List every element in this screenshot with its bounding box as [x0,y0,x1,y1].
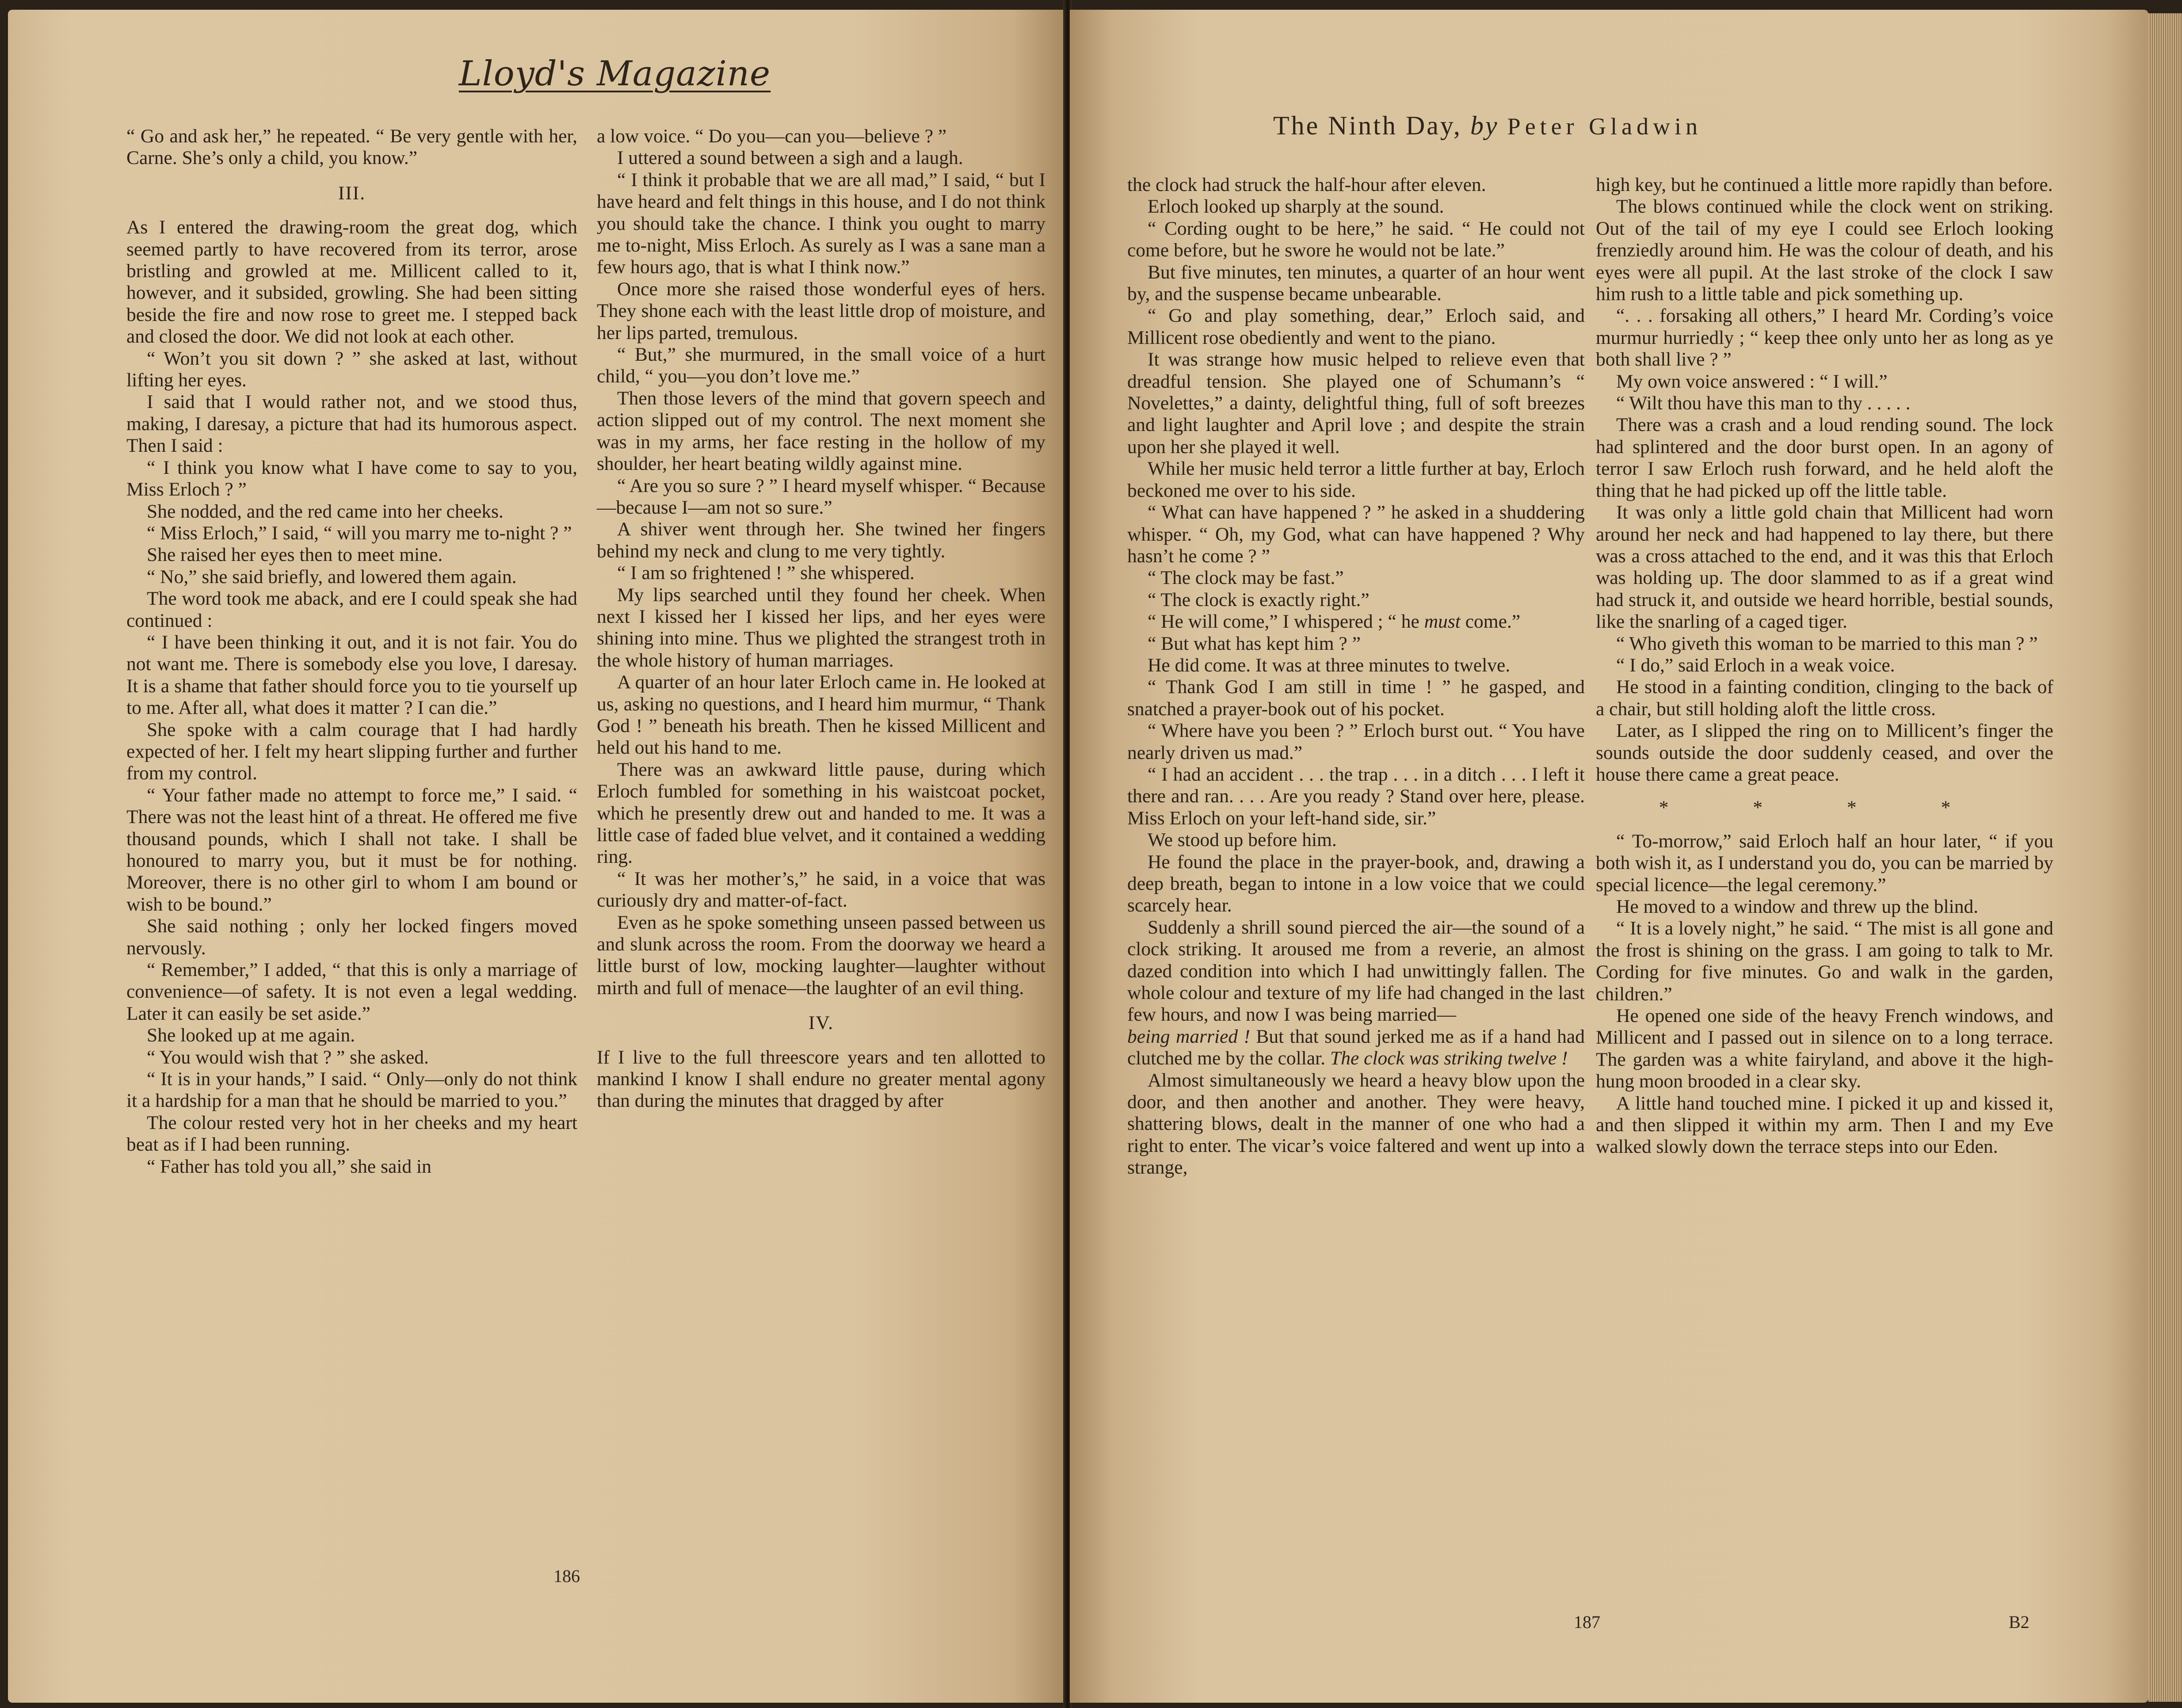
paragraph: “ I am so frightened ! ” she whispered. [617,562,915,584]
paragraph: Even as he spoke something unseen passed between us and slunk across the room. From the doorway we heard a little burst of low, mocking laughter—laughter without mirth and full of menace—the laughter of an evil thing. [597,911,1045,999]
paragraph: My lips searched until they found her cheek. When next I kissed her I kissed her lips, and her eyes were shining into mine. Thus we plighted the strangest troth in the whole history of human marriages. [597,584,1045,671]
paragraph: He opened one side of the heavy French windows, and Millicent and I passed out in silence on to a long terrace. The garden was a white fairyland, and above it the high-hung moon brooded in a clear sky. [1596,1005,2053,1092]
section-break: * * * * [1659,797,1991,819]
paragraph: A shiver went through her. She twined her fingers behind my neck and clung to me very tightly. [597,518,1045,562]
paragraph: “ To-morrow,” said Erloch half an hour later, “ if you both wish it, as I understand you do, you can be married by special licence—the legal ceremony.” [1596,830,2053,896]
paragraph: a low voice. “ Do you—can you—believe ? ” [597,126,947,147]
page-number-left: 186 [553,1566,580,1586]
paragraph: “ Thank God I am still in time ! ” he gasped, and snatched a prayer-book out of his pocket. [1127,676,1585,720]
paragraph: “ Go and ask her,” he repeated. “ Be very gentle with her, Carne. She’s only a child, you know.” [126,126,577,169]
paragraph: “ Remember,” I added, “ that this is only a marriage of convenience—of safety. It is not even a legal wedding. Later it can easily be set aside.” [126,959,577,1024]
paragraph: If I live to the full threescore years and ten allotted to mankind I know I shall endure no greater mental agony than during the minutes that dragged by after [597,1046,1045,1112]
paragraph: “ Go and play something, dear,” Erloch said, and Millicent rose obediently and went to the piano. [1127,305,1585,348]
paragraph: “ It was her mother’s,” he said, in a voice that was curiously dry and matter-of-fact. [597,868,1045,911]
paragraph: “ But,” she murmured, in the small voice of a hurt child, “ you—you don’t love me.” [597,344,1045,387]
paragraph: A quarter of an hour later Erloch came in. He looked at us, asking no questions, and I heard him murmur, “ Thank God ! ” beneath his breath. Then he kissed Millicent and held out his hand to me. [597,671,1045,759]
paragraph: He stood in a fainting condition, clinging to the back of a chair, but still holding aloft the little cross. [1596,676,2053,720]
paragraph: She said nothing ; only her locked fingers moved nervously. [126,915,577,959]
paragraph: “ The clock may be fast.” [1148,567,1344,589]
paragraph: “ I have been thinking it out, and it is not fair. You do not want me. There is somebody else you love, I daresay. It is a shame that father should force you to tie yourself up to me. After all, what does it matter ? I can die.” [126,631,577,719]
paragraph: But five minutes, ten minutes, a quarter of an hour went by, and the suspense became unbearable. [1127,261,1585,305]
left-column-1 [126,126,577,1178]
paragraph: “ The clock is exactly right.” [1148,589,1369,610]
left-page [8,10,1065,1703]
paragraph: There was a crash and a loud rending sound. The lock had splintered and the door burst open. In an agony of terror I saw Erloch rush forward, and he held aloft the thing that he had picked up off the little table. [1596,414,2053,501]
story-title: The Ninth Day, [1273,111,1462,140]
paragraph: He did come. It was at three minutes to twelve. [1148,654,1511,676]
paragraph: “ No,” she said briefly, and lowered them again. [147,566,517,587]
paragraph: As I entered the drawing-room the great dog, which seemed partly to have recovered from its terror, arose bristling and growled at me. Millicent called to it, however, and it subsided, growling. She had been sitting beside the fire and now rose to greet me. I stepped back and closed the door. We did not look at each other. [126,217,577,347]
right-column-2 [1596,174,2053,1158]
paragraph: the clock had struck the half-hour after eleven. [1127,174,1486,195]
paragraph: “ What can have happened ? ” he asked in a shuddering whisper. “ Oh, my God, what can have happened ? Why hasn’t he come ? ” [1127,502,1585,567]
paragraph: There was an awkward little pause, during which Erloch fumbled for something in his waistcoat pocket, which he presently drew out and handed to me. It was a little case of faded blue velvet, and it contained a wedding ring. [597,759,1045,868]
running-header-story-title [1273,111,1702,141]
paragraph: “ I had an accident . . . the trap . . . in a ditch . . . I left it there and ran. . . . Are you ready ? Stand over here, please. Miss Erloch on your left-hand side, sir.” [1127,763,1585,829]
paragraph: “ Won’t you sit down ? ” she asked at last, without lifting her eyes. [126,347,577,391]
right-column-1 [1127,174,1585,1179]
paragraph: “ Miss Erloch,” I said, “ will you marry me to-night ? ” [147,522,572,544]
paragraph: Erloch looked up sharply at the sound. [1148,196,1444,217]
paragraph: “ I do,” said Erloch in a weak voice. [1616,654,1895,676]
paragraph: “ Wilt thou have this man to thy . . . . . [1616,393,1911,414]
paragraph: I said that I would rather not, and we stood thus, making, I daresay, a picture that had its humorous aspect. Then I said : [126,391,577,457]
paragraph: She nodded, and the red came into her cheeks. [147,500,504,522]
section-heading: III. [338,182,366,204]
paragraph: “ You would wish that ? ” she asked. [147,1046,429,1068]
paragraph: He found the place in the prayer-book, and, drawing a deep breath, began to intone in a low voice that we could scarcely hear. [1127,851,1585,916]
page-number-right: 187 [1574,1612,1600,1632]
section-heading: IV. [808,1012,834,1034]
paragraph: She spoke with a calm courage that I had hardly expected of her. I felt my heart slipping further and further from my control. [126,719,577,784]
paragraph: The word took me aback, and ere I could speak she had continued : [126,588,577,631]
paragraph: He moved to a window and threw up the blind. [1616,896,1979,917]
paragraph: Suddenly a shrill sound pierced the air—the sound of a clock striking. It aroused me from a reverie, an almost dazed condition into which I had unwittingly fallen. The whole colour and texture of my life had changed in the last few hours, and now I was being married— [1127,916,1585,1026]
author-name: Peter Gladwin [1507,113,1702,140]
paragraph: It was strange how music helped to relieve even that dreadful tension. She played one of Schumann’s “ Novelettes,” a dainty, delightful thing, full of soft breezes and light laughter and April love ; and despite the strain upon her she played it well. [1127,349,1585,458]
paragraph: being married ! But that sound jerked me as if a hand had clutched me by the collar. The clock was striking twelve ! [1127,1026,1585,1069]
paragraph: “ It is a lovely night,” he said. “ The mist is all gone and the frost is shining on the grass. I am going to talk to Mr. Cording for five minutes. Go and walk in the garden, children.” [1596,918,2053,1005]
paragraph: “ I think you know what I have come to say to you, Miss Erloch ? ” [126,457,577,500]
paragraph: “ Cording ought to be here,” he said. “ He could not come before, but he swore he would not be late.” [1127,217,1585,261]
paragraph: Later, as I slipped the ring on to Millicent’s finger the sounds outside the door suddenly ceased, and over the house there came a great peace. [1596,720,2053,785]
paragraph: The colour rested very hot in her cheeks and my heart beat as if I had been running. [126,1112,577,1155]
paragraph: “. . . forsaking all others,” I heard Mr. Cording’s voice murmur hurriedly ; “ keep thee only unto her as long as ye both shall live ? ” [1596,305,2053,370]
left-column-2 [597,126,1045,1112]
paragraph: While her music held terror a little further at bay, Erloch beckoned me over to his side. [1127,458,1585,501]
paragraph: The blows continued while the clock went on striking. Out of the tail of my eye I could see Erloch looking frenziedly around him. He was the colour of death, and his eyes were all pupil. At the last stroke of the clock I saw him rush to a little table and pick something up. [1596,196,2053,305]
paragraph: “ Who giveth this woman to be married to this man ? ” [1616,633,2038,654]
paragraph: “ Your father made no attempt to force me,” I said. “ There was not the least hint of a threat. He offered me five thousand pounds, which I shall not take. I shall be honoured to marry you, but it must be for nothing. Moreover, there is no other girl to whom I am bound or wish to be bound.” [126,784,577,915]
paragraph: “ Father has told you all,” she said in [147,1155,431,1177]
paragraph: It was only a little gold chain that Millicent had worn around her neck and had happened to lay there, but there was a cross attached to the end, and it was this that Erloch was holding up. The door slammed to as if a great wind had struck it, and outside we heard horrible, bestial sounds, like the snarling of a caged tiger. [1596,502,2053,633]
paragraph: Then those levers of the mind that govern speech and action slipped out of my control. The next moment she was in my arms, her face resting in the hollow of my shoulder, her heart beating wildly against mine. [597,387,1045,475]
right-page [1070,10,2148,1703]
paragraph: She raised her eyes then to meet mine. [147,544,443,566]
paragraph: Once more she raised those wonderful eyes of hers. They shone each with the least little drop of moisture, and her lips parted, tremulous. [597,278,1045,343]
paragraph: Almost simultaneously we heard a heavy blow upon the door, and then another and another. They were heavy, shattering blows, dealt in the manner of one who had a right to enter. The vicar’s voice faltered and went up into a strange, [1127,1069,1585,1178]
paragraph: high key, but he continued a little more rapidly than before. [1596,174,2053,195]
page-edges [2148,13,2182,1702]
paragraph: “ Where have you been ? ” Erloch burst out. “ You have nearly driven us mad.” [1127,720,1585,763]
paragraph: I uttered a sound between a sigh and a laugh. [617,147,963,169]
paragraph: “ But what has kept him ? ” [1148,633,1361,654]
paragraph: “ He will come,” I whispered ; “ he must come.” [1148,611,1521,633]
paragraph: A little hand touched mine. I picked it up and kissed it, and then slipped it within my arm. Then I and my Eve walked slowly down the terrace steps into our Eden. [1596,1092,2053,1158]
paragraph: We stood up before him. [1148,829,1337,851]
byline-by: by [1470,111,1499,140]
paragraph: “ I think it probable that we are all mad,” I said, “ but I have heard and felt things in this house, and I do not think you should take the chance. I think you ought to marry me to-night, Miss Erloch. As surely as I was a sane man a few hours ago, that is what I think now.” [597,169,1045,278]
paragraph: “ Are you so sure ? ” I heard myself whisper. “ Because—because I—am not so sure.” [597,475,1045,518]
paragraph: My own voice answered : “ I will.” [1616,370,1888,392]
signature-mark: B2 [2009,1612,2029,1632]
paragraph: She looked up at me again. [147,1025,355,1046]
paragraph: “ It is in your hands,” I said. “ Only—only do not think it a hardship for a man that he should be married to you.” [126,1068,577,1112]
running-header-magazine-title: Lloyd's Magazine [459,54,771,94]
